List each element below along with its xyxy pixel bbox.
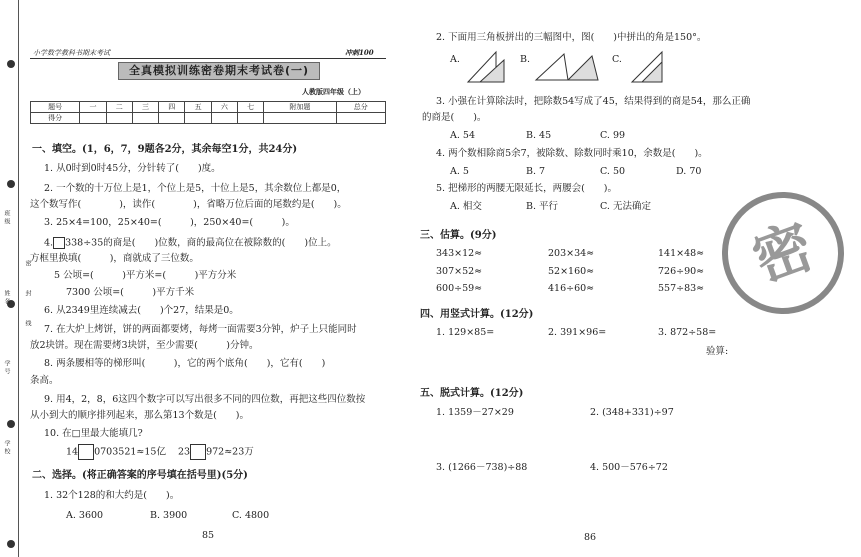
page-number-left: 85	[202, 530, 215, 541]
choice-1-option-b[interactable]: B. 3900	[150, 510, 188, 521]
choice-4-option-c[interactable]: C. 50	[600, 166, 626, 177]
question-4-num: 4.	[44, 237, 54, 249]
step-calc-3: 3. (1266－738)÷88	[436, 462, 528, 473]
choice-1-option-c[interactable]: C. 4800	[232, 510, 270, 521]
vertical-calc-1: 1. 129×85=	[436, 327, 495, 338]
section-3-title: 三、估算。(9分)	[420, 230, 497, 241]
choice-5-option-c[interactable]: C. 无法确定	[600, 201, 651, 212]
step-calc-4: 4. 500－576÷72	[590, 462, 668, 473]
seal-stamp-char: 密	[744, 211, 822, 295]
question-8-line1: 8. 两条腰相等的梯形叫( )，它的两个底角( )，它有( )	[44, 358, 326, 369]
question-10b	[178, 444, 254, 460]
question-10b-prefix: 23	[178, 446, 191, 458]
section-4-title: 四、用竖式计算。(12分)	[420, 309, 534, 320]
banner-title: 全真模拟训练密卷	[128, 64, 225, 77]
step-calc-2: 2. (348+331)÷97	[590, 407, 674, 418]
question-2-line2: 这个数写作( )，读作( )，省略万位后面的尾数约是( )。	[30, 199, 347, 210]
section-1-title: 一、填空。(1，6，7，9题各2分，其余每空1分，共24分)	[32, 144, 298, 155]
binding-hole	[7, 60, 15, 68]
section-5-title: 五、脱式计算。(12分)	[420, 388, 524, 399]
score-input[interactable]	[264, 113, 336, 124]
triangle-figure-b	[534, 52, 600, 82]
section-2-title: 二、选择。(将正确答案的序号填在括号里)(5分)	[32, 470, 248, 481]
seal-stamp	[705, 175, 861, 331]
choice-3-line2: 的商是( )。	[422, 112, 487, 123]
side-label-seal-3: 线	[24, 320, 31, 328]
choice-3-option-b[interactable]: B. 45	[526, 130, 552, 141]
question-10a-prefix: 14	[66, 446, 79, 458]
question-9-line1: 9. 用4，2，8，6这四个数字可以写出很多不同的四位数，再把这些四位数按	[44, 394, 366, 405]
choice-4-option-d[interactable]: D. 70	[676, 166, 702, 177]
check-label: 验算:	[706, 346, 729, 357]
score-row-header	[31, 102, 386, 113]
side-label-name: 姓名	[3, 290, 10, 306]
page-number-right: 86	[584, 532, 597, 543]
binding-hole	[7, 540, 15, 548]
question-7-line1: 7. 在大炉上烤饼，饼的两面都要烤，每烤一面需要3分钟，炉子上只能同时	[44, 324, 357, 335]
score-input[interactable]	[185, 113, 211, 124]
edition-label: 人教版四年级（上）	[302, 87, 365, 96]
estimate-item: 600÷59≈	[436, 283, 483, 294]
triangle-figure-c	[628, 48, 666, 84]
question-4-text: 338÷35的商是( )位数，商的最高位在被除数的( )位上。	[65, 237, 337, 249]
score-cell: 一	[80, 102, 106, 113]
exam-banner	[118, 62, 320, 80]
choice-4: 4. 两个数相除商5余7，被除数、除数同时乘10，余数是( )。	[436, 148, 708, 159]
question-4-line2: 方框里换填( )，商就成了三位数。	[30, 253, 199, 264]
choice-2-option-c[interactable]: C.	[612, 54, 622, 65]
banner-suffix: (一)	[284, 64, 310, 77]
choice-4-option-b[interactable]: B. 7	[526, 166, 546, 177]
choice-2-option-a[interactable]: A.	[450, 54, 460, 65]
choice-5-option-a[interactable]: A. 相交	[450, 201, 482, 212]
question-5-line1: 5 公顷=( )平方米=( )平方分米	[54, 270, 237, 281]
estimate-item: 203×34≈	[548, 248, 595, 259]
score-cell: 三	[132, 102, 158, 113]
question-10a	[66, 444, 166, 460]
choice-1-option-a[interactable]: A. 3600	[66, 510, 104, 521]
header-series: 小学数学教科书期末考试	[33, 49, 110, 57]
score-cell: 四	[159, 102, 185, 113]
triangle-figure-a	[466, 50, 506, 84]
header-brand: 冲刺100	[345, 48, 374, 57]
choice-2: 2. 下面用三角板拼出的三幅图中，图( )中拼出的角是150°。	[436, 32, 707, 43]
choice-5: 5. 把梯形的两腰无限延长，两腰会( )。	[436, 183, 617, 194]
side-label-seal-2: 封	[24, 290, 31, 298]
score-input[interactable]	[132, 113, 158, 124]
score-cell: 二	[106, 102, 132, 113]
score-input[interactable]	[237, 113, 263, 124]
question-2-line1: 2. 一个数的十万位上是1，个位上是5，十位上是5，其余数位上都是0，	[44, 183, 347, 194]
score-cell: 五	[185, 102, 211, 113]
choice-1: 1. 32个128的和大约是( )。	[44, 490, 180, 501]
score-cell: 附加题	[264, 102, 336, 113]
question-3: 3. 25×4=100，25×40=( )，250×40=( )。	[44, 217, 295, 228]
score-row-values	[31, 113, 386, 124]
estimate-item: 726÷90≈	[658, 266, 705, 277]
choice-3-option-c[interactable]: C. 99	[600, 130, 626, 141]
question-1: 1. 从0时到0时45分，分针转了( )度。	[44, 163, 221, 174]
answer-box[interactable]	[190, 444, 206, 460]
estimate-item: 141×48≈	[658, 248, 705, 259]
score-input[interactable]	[106, 113, 132, 124]
question-10: 10. 在□里最大能填几?	[44, 428, 143, 439]
choice-2-option-b[interactable]: B.	[520, 54, 531, 65]
question-8-line2: 条高。	[30, 375, 59, 386]
score-cell: 七	[237, 102, 263, 113]
choice-3-option-a[interactable]: A. 54	[450, 130, 475, 141]
question-10a-text: 0703521≈15亿	[94, 446, 166, 458]
vertical-calc-2: 2. 391×96=	[548, 327, 607, 338]
question-10b-text: 972≈23万	[206, 446, 254, 458]
score-cell: 六	[211, 102, 237, 113]
step-calc-1: 1. 1359－27×29	[436, 407, 514, 418]
score-input[interactable]	[211, 113, 237, 124]
question-6: 6. 从2349里连续减去( )个27，结果是0。	[44, 305, 239, 316]
header-rule	[30, 58, 386, 59]
side-label-class: 班级	[3, 210, 10, 226]
question-4-line1	[44, 237, 337, 250]
side-label-id: 学号	[3, 360, 10, 376]
binding-hole	[7, 420, 15, 428]
binding-line	[18, 0, 19, 557]
estimate-item: 307×52≈	[436, 266, 483, 277]
score-cell: 总分	[336, 102, 385, 113]
answer-box[interactable]	[78, 444, 94, 460]
question-9-line2: 从小到大的顺序排列起来，那么第13个数是( )。	[30, 410, 250, 421]
score-cell: 得分	[31, 113, 80, 124]
vertical-calc-3: 3. 872÷58=	[658, 327, 717, 338]
banner-mid: 期末考试卷	[224, 64, 285, 77]
choice-3-line1: 3. 小强在计算除法时，把除数54写成了45，结果得到的商是54，那么正确	[436, 96, 751, 107]
estimate-item: 416÷60≈	[548, 283, 595, 294]
score-table	[30, 101, 386, 124]
estimate-item: 343×12≈	[436, 248, 483, 259]
score-cell: 题号	[31, 102, 80, 113]
answer-box[interactable]	[53, 237, 65, 249]
score-input[interactable]	[336, 113, 385, 124]
choice-5-option-b[interactable]: B. 平行	[526, 201, 559, 212]
side-label-seal-1: 密	[24, 260, 31, 268]
score-input[interactable]	[159, 113, 185, 124]
side-label-school: 学校	[3, 440, 10, 456]
score-input[interactable]	[80, 113, 106, 124]
estimate-item: 52×160≈	[548, 266, 595, 277]
question-5-line2: 7300 公顷=( )平方千米	[66, 287, 195, 298]
estimate-item: 557÷83≈	[658, 283, 705, 294]
binding-hole	[7, 180, 15, 188]
choice-4-option-a[interactable]: A. 5	[450, 166, 469, 177]
question-7-line2: 放2块饼。现在需要烤3块饼，至少需要( )分钟。	[30, 340, 259, 351]
